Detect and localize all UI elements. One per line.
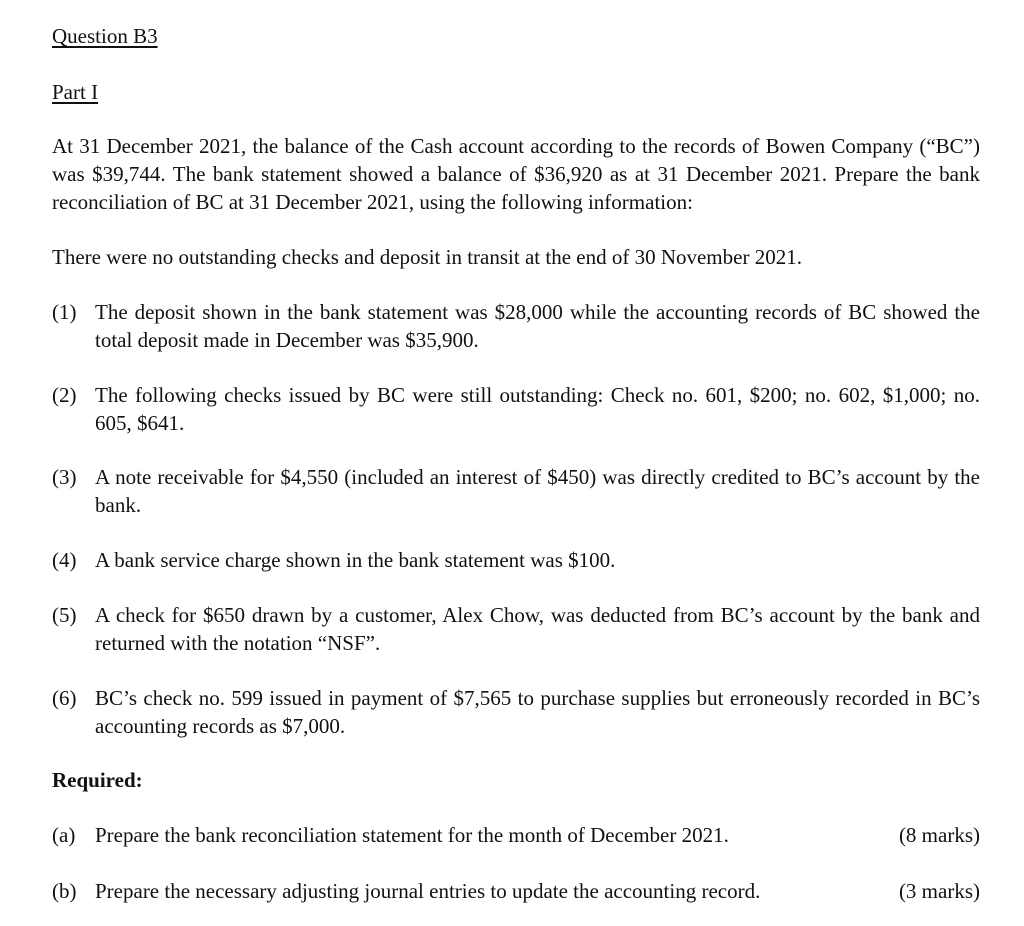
item-text: A note receivable for $4,550 (included an interest of $450) was directly credited to BC’s account by the bank. xyxy=(95,465,980,517)
requirement-number: (a) xyxy=(52,823,76,847)
list-item xyxy=(52,546,980,574)
requirement-text: Prepare the necessary adjusting journal entries to update the accounting record. xyxy=(95,879,761,903)
part-title: Part I xyxy=(52,80,99,104)
requirement-marks: (8 marks) xyxy=(898,823,980,847)
intro-paragraph: At 31 December 2021, the balance of the Cash account according to the records of Bowen Company (“BC”) was $39,744. The bank statement showed a balance of $36,920 as at 31 December 2021. Prepare the bank reconciliation of BC at 31 December 2021, using the following information: xyxy=(52,134,980,214)
item-number: (2) xyxy=(52,383,77,407)
item-text: BC’s check no. 599 issued in payment of $7,565 to purchase supplies but erroneously recorded in BC’s accounting records as $7,000. xyxy=(95,686,980,738)
list-item xyxy=(52,601,980,657)
item-number: (3) xyxy=(52,465,77,489)
item-text: A check for $650 drawn by a customer, Alex Chow, was deducted from BC’s account by the bank and returned with the notation “NSF”. xyxy=(95,603,980,655)
list-item xyxy=(52,381,980,437)
item-number: (5) xyxy=(52,603,77,627)
question-title: Question B3 xyxy=(52,24,158,48)
item-text: The following checks issued by BC were still outstanding: Check no. 601, $200; no. 602, $1,000; no. 605, $641. xyxy=(95,383,980,435)
note-paragraph: There were no outstanding checks and deposit in transit at the end of 30 November 2021. xyxy=(52,245,802,269)
requirement-marks: (3 marks) xyxy=(898,879,980,903)
item-number: (1) xyxy=(52,300,77,324)
item-number: (4) xyxy=(52,548,77,572)
list-item xyxy=(52,463,980,519)
requirement-number: (b) xyxy=(52,879,77,903)
item-number: (6) xyxy=(52,686,77,710)
list-item xyxy=(52,684,980,740)
required-label: Required: xyxy=(52,768,143,792)
item-text: A bank service charge shown in the bank statement was $100. xyxy=(95,548,616,572)
list-item xyxy=(52,298,980,354)
item-text: The deposit shown in the bank statement was $28,000 while the accounting records of BC showed the total deposit made in December was $35,900. xyxy=(95,300,980,352)
requirement-text: Prepare the bank reconciliation statement for the month of December 2021. xyxy=(95,823,729,847)
